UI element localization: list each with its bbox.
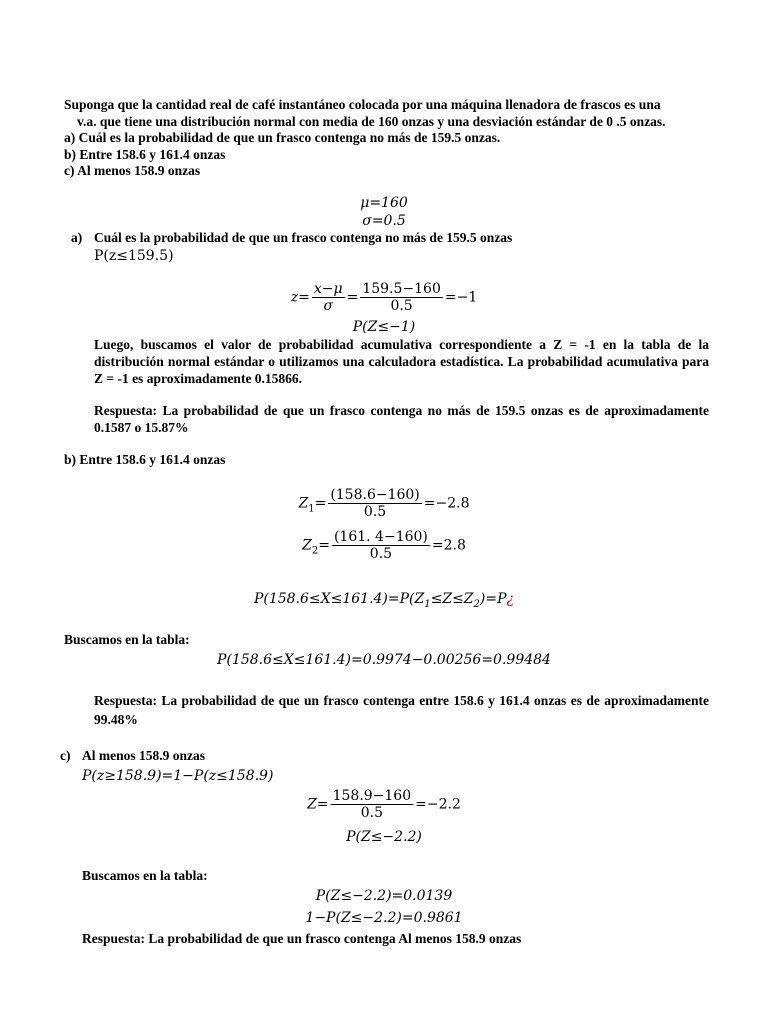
fraction-denominator: 0.5 — [360, 805, 383, 821]
z-eq-left: z= — [290, 289, 310, 306]
question-c: c) Al menos 158.9 onzas — [64, 163, 201, 178]
fraction-numerator: (161. 4−160) — [333, 529, 428, 545]
part-b-table-label: Buscamos en la tabla: — [64, 632, 190, 647]
z-result: =−1 — [444, 289, 478, 306]
z2-subscript: 2 — [473, 598, 480, 610]
fraction-denominator: 0.5 — [369, 546, 393, 562]
part-c-table-label: Buscamos en la tabla: — [82, 868, 208, 883]
z1-subscript: 1 — [308, 503, 315, 515]
fraction-numerator: (158.6−160) — [330, 487, 420, 503]
z-result: =−2.2 — [415, 796, 461, 813]
part-c-heading: Al menos 158.9 onzas — [82, 748, 206, 763]
part-c-answer: Respuesta: La probabilidad de que un frasco contenga Al menos 158.9 onzas — [82, 931, 522, 946]
intro-line-1: Suponga que la cantidad real de café instantáneo colocada por una máquina llenadora de frascos es una — [64, 97, 661, 112]
prob-line-end: )=P — [479, 591, 507, 607]
z1-subscript: 1 — [424, 598, 431, 610]
fraction-z2 — [332, 529, 430, 562]
param-mu: μ=160 — [360, 195, 408, 211]
part-a-prob: P(z≤159.5) — [94, 248, 174, 264]
part-a-pz: P(Z≤−1) — [352, 319, 416, 335]
fraction-symbolic — [312, 281, 345, 314]
z-eq-left: Z= — [307, 796, 329, 813]
part-c-prob: P(z≥158.9)=1−P(z≤158.9) — [82, 768, 274, 784]
z2-subscript: 2 — [311, 545, 319, 557]
prob-line-main: P(158.6≤X≤161.4)=P(Z — [253, 591, 425, 607]
z1-result: =−2.8 — [423, 495, 470, 512]
part-a-answer: Respuesta: La probabilidad de que un frasco contenga no más de 159.5 onzas es de aproximadamente 0.1587 o 15.87% — [94, 403, 709, 435]
question-a: a) Cuál es la probabilidad de que un frasco contenga no más de 159.5 onzas. — [64, 130, 501, 145]
question-b: b) Entre 158.6 y 161.4 onzas — [64, 147, 226, 162]
part-c-label: c) — [60, 748, 71, 763]
fraction-denominator: 0.5 — [390, 298, 413, 314]
fraction-denominator: 0.5 — [363, 504, 387, 520]
part-a-heading: Cuál es la probabilidad de que un frasco contenga no más de 159.5 onzas — [94, 230, 513, 245]
prob-line-mid: ≤Z≤Z — [430, 591, 474, 607]
fraction-numeric — [331, 788, 414, 821]
part-c-table-r1: P(Z≤−2.2)=0.0139 — [315, 888, 453, 904]
z2-symbol: Z — [302, 537, 312, 554]
fraction-numerator: 158.9−160 — [332, 788, 412, 804]
part-b-heading: b) Entre 158.6 y 161.4 onzas — [64, 452, 226, 467]
part-b-answer: Respuesta: La probabilidad de que un frasco contenga entre 158.6 y 161.4 onzas es de aproximadamente 99.48% — [94, 693, 709, 727]
fraction-numerator: x−μ — [313, 281, 343, 297]
intro-line-2: v.a. que tiene una distribución normal con media de 160 onzas y una desviación estándar de 0 .5 onzas. — [77, 114, 666, 129]
z2-result: =2.8 — [431, 537, 466, 554]
part-a-label: a) — [71, 230, 83, 245]
part-b-z1-formula: $Z_1=$ $\frac{(158.6-160)}{0.5}$ =−2.8 — [298, 487, 470, 520]
part-c-z-formula — [0, 788, 768, 821]
inverted-question-mark: ¿ — [506, 591, 515, 607]
part-a-z-formula: z= $\frac{x-\mu}{\sigma}$ = $\frac{159.5-160}{0.5}$ =−1 — [290, 281, 478, 314]
param-sigma: σ=0.5 — [362, 213, 406, 229]
part-b-table-result: P(158.6≤X≤161.4)=0.9974−0.00256=0.99484 — [217, 652, 551, 668]
z1-symbol: Z — [298, 495, 309, 512]
fraction-z1 — [328, 487, 421, 520]
fraction-numerator: 159.5−160 — [362, 281, 441, 297]
fraction-numeric — [360, 281, 443, 314]
part-a-explanation: Luego, buscamos el valor de probabilidad acumulativa correspondiente a Z = -1 en la tabla de la distribución normal estándar o utilizamos una calculadora estadística. La probabilidad acumulativa para Z = -1 es aproximadamente 0.15866. — [94, 337, 709, 386]
part-c-pz: P(Z≤−2.2) — [346, 829, 422, 845]
part-c-table-r2: 1−P(Z≤−2.2)=0.9861 — [305, 910, 463, 926]
part-b-prob-line — [0, 590, 768, 614]
fraction-denominator: σ — [323, 298, 333, 314]
part-b-z2-formula: $Z_2=$ $\frac{(161. 4-160)}{0.5}$ =2.8 — [302, 529, 466, 562]
